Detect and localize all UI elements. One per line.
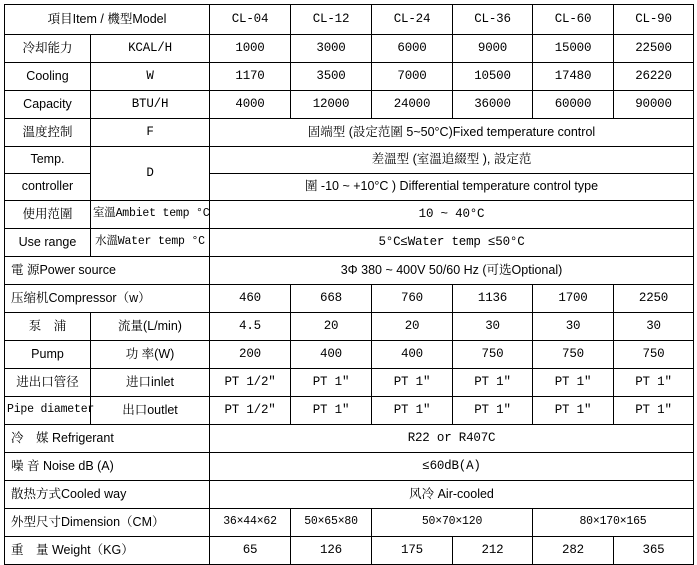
temp-controller-label-cn: 溫度控制 <box>5 119 91 147</box>
pipe-outlet-4: PT 1″ <box>453 397 533 425</box>
specification-table <box>4 4 694 565</box>
pipe-inlet-4: PT 1″ <box>453 369 533 397</box>
pump-flow-label: 流量(L/min) <box>91 313 210 341</box>
table-row <box>5 35 694 63</box>
compressor-label: 压缩机Compressor（w） <box>5 285 210 313</box>
table-row <box>5 119 694 147</box>
weight-label: 重 量 Weight（KG） <box>5 537 210 565</box>
temp-controller-d-text-line2: 圍 -10 ~ +10°C ) Differential temperature control type <box>210 174 694 201</box>
cooled-way-label: 散热方式Cooled way <box>5 481 210 509</box>
table-row <box>5 509 694 537</box>
pipe-outlet-3: PT 1″ <box>372 397 453 425</box>
pipe-label-en: Pipe diameter <box>5 397 91 425</box>
cooling-unit-btu: BTU/H <box>91 91 210 119</box>
pipe-label-cn: 进出口管径 <box>5 369 91 397</box>
table-row <box>5 257 694 285</box>
dimension-value-3: 50×70×120 <box>372 509 533 537</box>
compressor-value-1: 460 <box>210 285 291 313</box>
use-range-label-en: Use range <box>5 229 91 257</box>
pipe-inlet-1: PT 1/2″ <box>210 369 291 397</box>
temp-controller-label-en-1: Temp. <box>5 147 91 174</box>
cooling-kcal-5: 15000 <box>533 35 614 63</box>
spec-sheet <box>0 4 697 557</box>
header-item-model: 項目Item / 機型Model <box>5 5 210 35</box>
table-row <box>5 201 694 229</box>
header-model-1: CL-04 <box>210 5 291 35</box>
weight-value-2: 126 <box>291 537 372 565</box>
pipe-outlet-label: 出口outlet <box>91 397 210 425</box>
table-row <box>5 537 694 565</box>
use-range-label-cn: 使用范圍 <box>5 201 91 229</box>
dimension-label: 外型尺寸Dimension（CM） <box>5 509 210 537</box>
cooling-kcal-6: 22500 <box>614 35 694 63</box>
pump-flow-6: 30 <box>614 313 694 341</box>
table-header-row <box>5 5 694 35</box>
pipe-inlet-5: PT 1″ <box>533 369 614 397</box>
pipe-outlet-1: PT 1/2″ <box>210 397 291 425</box>
pipe-inlet-3: PT 1″ <box>372 369 453 397</box>
weight-value-6: 365 <box>614 537 694 565</box>
pump-power-6: 750 <box>614 341 694 369</box>
power-source-label: 電 源Power source <box>5 257 210 285</box>
table-row <box>5 425 694 453</box>
cooling-btu-2: 12000 <box>291 91 372 119</box>
header-model-4: CL-36 <box>453 5 533 35</box>
cooling-kcal-1: 1000 <box>210 35 291 63</box>
temp-controller-code-f: F <box>91 119 210 147</box>
use-range-ambient-value: 10 ~ 40°C <box>210 201 694 229</box>
cooling-w-6: 26220 <box>614 63 694 91</box>
cooling-w-2: 3500 <box>291 63 372 91</box>
header-model-3: CL-24 <box>372 5 453 35</box>
cooled-way-value: 风冷 Air-cooled <box>210 481 694 509</box>
weight-value-3: 175 <box>372 537 453 565</box>
cooling-btu-5: 60000 <box>533 91 614 119</box>
dimension-value-1: 36×44×62 <box>210 509 291 537</box>
table-row <box>5 91 694 119</box>
table-row <box>5 397 694 425</box>
cooling-unit-w: W <box>91 63 210 91</box>
cooling-btu-6: 90000 <box>614 91 694 119</box>
pump-flow-1: 4.5 <box>210 313 291 341</box>
dimension-value-2: 50×65×80 <box>291 509 372 537</box>
cooling-w-3: 7000 <box>372 63 453 91</box>
table-row <box>5 63 694 91</box>
noise-value: ≤60dB(A) <box>210 453 694 481</box>
cooling-w-5: 17480 <box>533 63 614 91</box>
table-row <box>5 453 694 481</box>
compressor-value-4: 1136 <box>453 285 533 313</box>
pipe-outlet-6: PT 1″ <box>614 397 694 425</box>
cooling-btu-4: 36000 <box>453 91 533 119</box>
pipe-inlet-label: 进口inlet <box>91 369 210 397</box>
table-row <box>5 341 694 369</box>
dimension-value-4: 80×170×165 <box>533 509 694 537</box>
temp-controller-code-d: D <box>91 147 210 201</box>
cooling-kcal-3: 6000 <box>372 35 453 63</box>
cooling-capacity-label-cn: 冷却能力 <box>5 35 91 63</box>
pump-power-3: 400 <box>372 341 453 369</box>
cooling-unit-kcal: KCAL/H <box>91 35 210 63</box>
pump-flow-4: 30 <box>453 313 533 341</box>
refrigerant-value: R22 or R407C <box>210 425 694 453</box>
pump-power-1: 200 <box>210 341 291 369</box>
noise-label: 噪 音 Noise dB (A) <box>5 453 210 481</box>
pump-label-en: Pump <box>5 341 91 369</box>
compressor-value-3: 760 <box>372 285 453 313</box>
refrigerant-label: 冷 媒 Refrigerant <box>5 425 210 453</box>
cooling-w-4: 10500 <box>453 63 533 91</box>
weight-value-4: 212 <box>453 537 533 565</box>
compressor-value-2: 668 <box>291 285 372 313</box>
table-row <box>5 147 694 174</box>
pump-power-2: 400 <box>291 341 372 369</box>
pipe-outlet-2: PT 1″ <box>291 397 372 425</box>
cooling-btu-3: 24000 <box>372 91 453 119</box>
pump-flow-2: 20 <box>291 313 372 341</box>
weight-value-5: 282 <box>533 537 614 565</box>
power-source-value: 3Φ 380 ~ 400V 50/60 Hz (可选Optional) <box>210 257 694 285</box>
pipe-inlet-2: PT 1″ <box>291 369 372 397</box>
header-model-2: CL-12 <box>291 5 372 35</box>
cooling-btu-1: 4000 <box>210 91 291 119</box>
table-row <box>5 285 694 313</box>
table-row <box>5 313 694 341</box>
weight-value-1: 65 <box>210 537 291 565</box>
pump-flow-3: 20 <box>372 313 453 341</box>
compressor-value-5: 1700 <box>533 285 614 313</box>
pump-label-cn: 泵 浦 <box>5 313 91 341</box>
pipe-inlet-6: PT 1″ <box>614 369 694 397</box>
use-range-water-value: 5°C≤Water temp ≤50°C <box>210 229 694 257</box>
cooling-w-1: 1170 <box>210 63 291 91</box>
header-model-5: CL-60 <box>533 5 614 35</box>
pump-power-5: 750 <box>533 341 614 369</box>
temp-controller-label-en-2: controller <box>5 174 91 201</box>
header-model-6: CL-90 <box>614 5 694 35</box>
pump-power-label: 功 率(W) <box>91 341 210 369</box>
table-row <box>5 481 694 509</box>
cooling-kcal-4: 9000 <box>453 35 533 63</box>
temp-controller-d-text-line1: 差溫型 (室溫追綴型 ), 設定范 <box>210 147 694 174</box>
temp-controller-f-text: 固端型 (設定范圍 5~50°C)Fixed temperature control <box>210 119 694 147</box>
table-row <box>5 229 694 257</box>
use-range-ambient-label: 室溫Ambiet temp °C <box>91 201 210 229</box>
table-row <box>5 369 694 397</box>
pump-power-4: 750 <box>453 341 533 369</box>
pump-flow-5: 30 <box>533 313 614 341</box>
pipe-outlet-5: PT 1″ <box>533 397 614 425</box>
cooling-capacity-label-en-2: Capacity <box>5 91 91 119</box>
use-range-water-label: 水溫Water temp °C <box>91 229 210 257</box>
cooling-kcal-2: 3000 <box>291 35 372 63</box>
cooling-capacity-label-en-1: Cooling <box>5 63 91 91</box>
compressor-value-6: 2250 <box>614 285 694 313</box>
